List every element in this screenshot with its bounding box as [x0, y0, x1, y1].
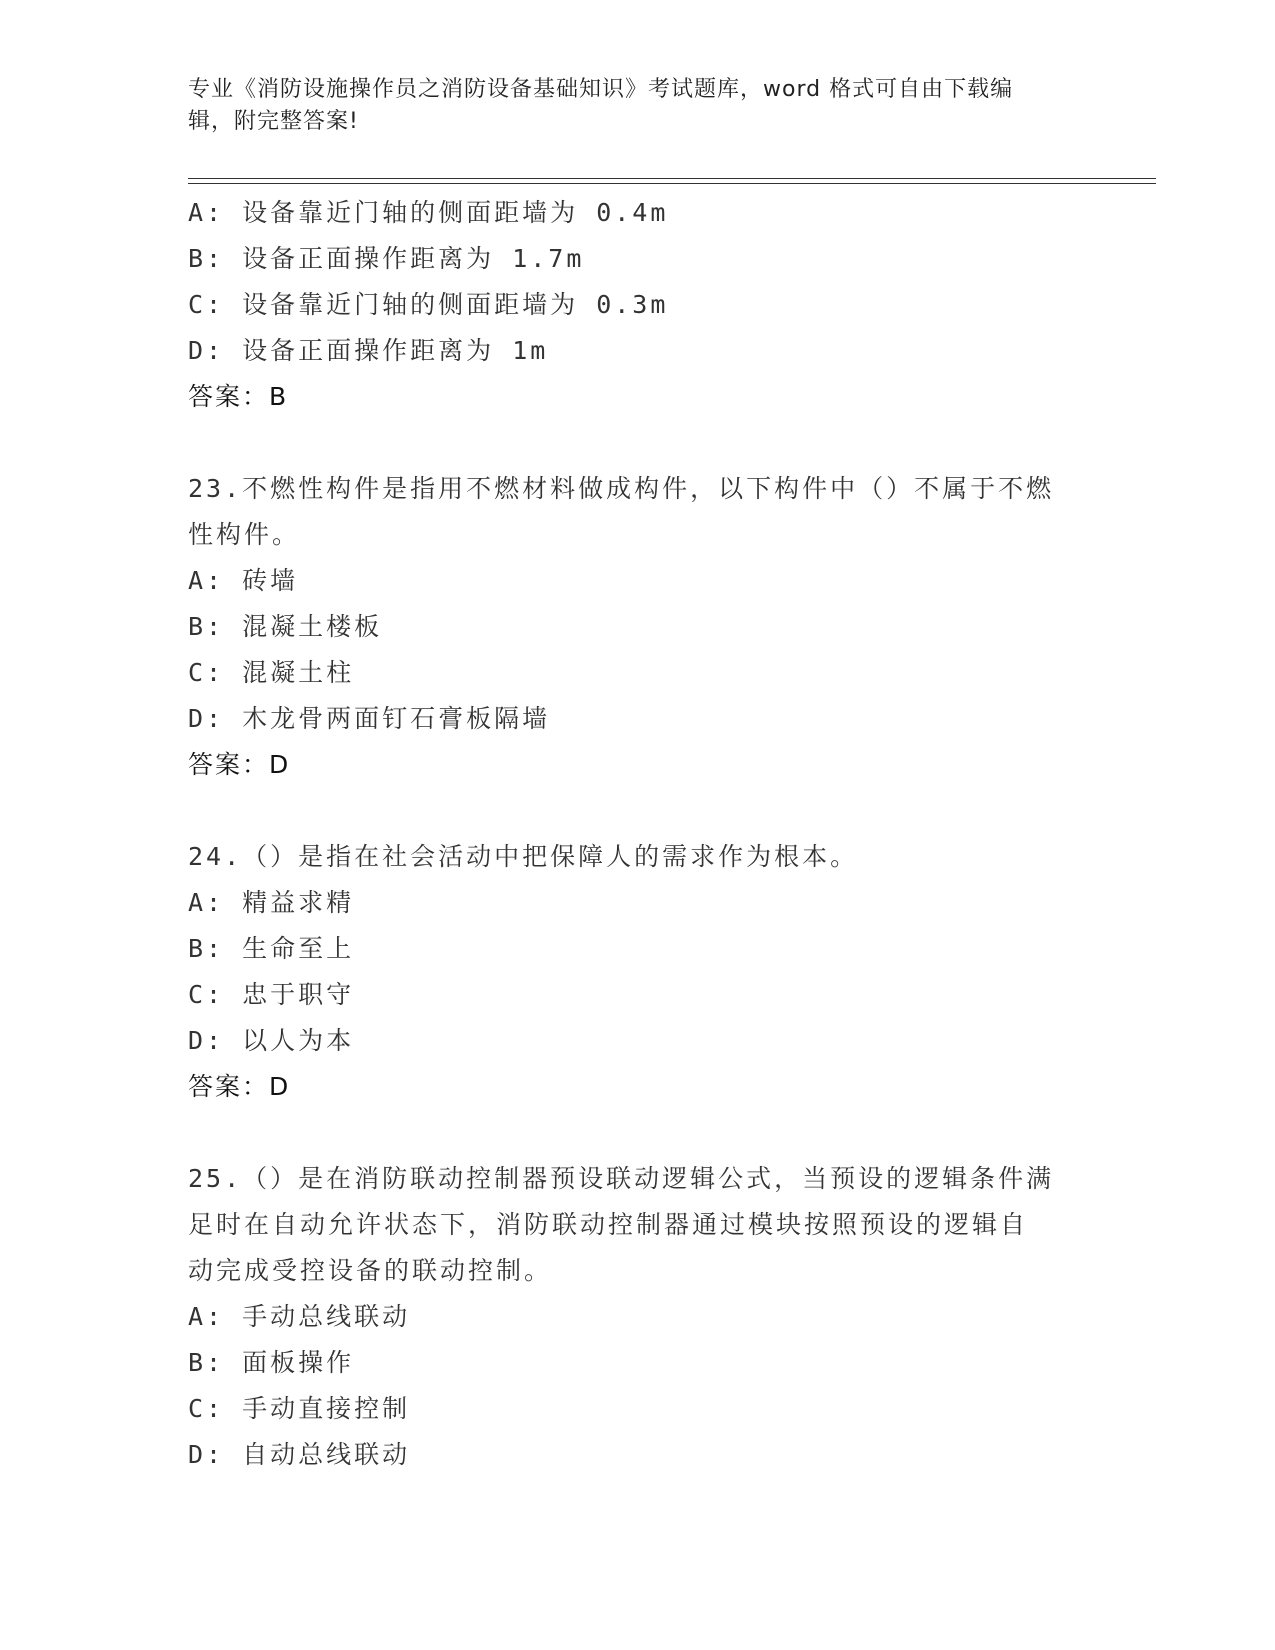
option-b: B: 混凝土楼板 — [188, 612, 383, 641]
option-c: C: 手动直接控制 — [188, 1394, 411, 1423]
option-b: B: 面板操作 — [188, 1348, 355, 1377]
question-text-line: 足时在自动允许状态下，消防联动控制器通过模块按照预设的逻辑自 — [188, 1210, 1029, 1239]
option-b: B: 设备正面操作距离为 1.7m — [188, 244, 585, 273]
question-24 — [188, 834, 1088, 1110]
header-line-1: 专业《消防设施操作员之消防设备基础知识》考试题库，word 格式可自由下载编 — [188, 77, 1014, 102]
header-divider-top — [188, 178, 1156, 179]
question-23 — [188, 466, 1088, 788]
option-a: A: 手动总线联动 — [188, 1302, 411, 1331]
question-text-line: 24.（）是指在社会活动中把保障人的需求作为根本。 — [188, 842, 859, 871]
option-c: C: 设备靠近门轴的侧面距墙为 0.3m — [188, 290, 669, 319]
question-text-line: 性构件。 — [188, 520, 301, 549]
option-d: D: 以人为本 — [188, 1026, 355, 1055]
spacer — [188, 788, 1088, 834]
spacer — [188, 420, 1088, 466]
option-a: A: 设备靠近门轴的侧面距墙为 0.4m — [188, 198, 669, 227]
answer-line: 答案：D — [188, 750, 291, 779]
question-list — [188, 190, 1088, 1478]
option-c: C: 忠于职守 — [188, 980, 355, 1009]
option-d: D: 木龙骨两面钉石膏板隔墙 — [188, 704, 551, 733]
header-line-2: 辑，附完整答案! — [188, 109, 359, 134]
option-d: D: 自动总线联动 — [188, 1440, 411, 1469]
question-text-line: 25.（）是在消防联动控制器预设联动逻辑公式，当预设的逻辑条件满 — [188, 1164, 1055, 1193]
question-25 — [188, 1156, 1088, 1478]
spacer — [188, 1110, 1088, 1156]
question-text-line: 23.不燃性构件是指用不燃材料做成构件，以下构件中（）不属于不燃 — [188, 474, 1055, 503]
question-22-continuation — [188, 190, 1088, 420]
option-a: A: 精益求精 — [188, 888, 355, 917]
option-d: D: 设备正面操作距离为 1m — [188, 336, 549, 365]
document-header — [188, 74, 1088, 138]
option-c: C: 混凝土柱 — [188, 658, 355, 687]
option-a: A: 砖墙 — [188, 566, 299, 595]
header-divider-bottom — [188, 183, 1156, 184]
answer-line: 答案：D — [188, 1072, 291, 1101]
question-text-line: 动完成受控设备的联动控制。 — [188, 1256, 553, 1285]
answer-line: 答案：B — [188, 382, 289, 411]
option-b: B: 生命至上 — [188, 934, 355, 963]
